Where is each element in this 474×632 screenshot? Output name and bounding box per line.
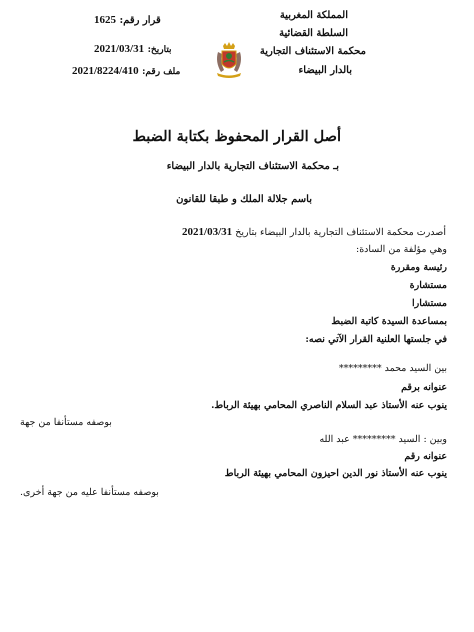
party1-role: بوصفه مستأنفا من جهة: [20, 417, 112, 428]
majesty-line: باسم جلالة الملك و طبقا للقانون: [176, 194, 312, 205]
court-line: بـ محكمة الاستئناف التجارية بالدار البيضاء: [166, 161, 339, 172]
party2-lawyer: ينوب عنه الأستاذ نور الدين احيزون المحامي بهيئة الرباط: [224, 468, 447, 479]
party1-between: بين السيد محمد *********: [338, 363, 447, 374]
decision-date-line: [94, 42, 172, 57]
header-city: بالدار البيضاء: [298, 65, 352, 76]
royal-emblem-icon: [212, 42, 246, 78]
party2-role: بوصفه مستأنفا عليه من جهة أخرى.: [20, 487, 159, 498]
composition-session: في جلستها العلنية القرار الآتي نصه:: [305, 334, 447, 345]
composition-counselor-m: مستشارا: [411, 298, 447, 309]
date-label: بتاريخ:: [147, 45, 172, 55]
decision-number-line: [94, 13, 161, 28]
composition-intro: وهي مؤلفة من السادة:: [356, 244, 447, 255]
decision-date: 2021/03/31: [94, 43, 145, 55]
issued-date: 2021/03/31: [182, 226, 233, 238]
party2-and: وبين : السيد ********* عبد الله: [319, 434, 447, 445]
issued-line: [182, 226, 446, 238]
composition-clerk: بمساعدة السيدة كاتبة الضبط: [331, 316, 447, 327]
decision-label: قرار رقم:: [119, 15, 161, 26]
composition-president: رئيسة ومقررة: [390, 262, 447, 273]
file-label: ملف رقم:: [142, 67, 181, 77]
issued-text: أصدرت محكمة الاستئناف التجارية بالدار البيضاء بتاريخ: [235, 227, 446, 238]
document-title: أصل القرار المحفوظ بكتابة الضبط: [132, 128, 341, 145]
decision-number: 1625: [94, 14, 116, 26]
party1-address: عنوانه برقم: [401, 382, 447, 393]
file-number: 2021/8224/410: [72, 65, 139, 77]
header-court: محكمة الاستئناف التجارية: [259, 46, 366, 57]
party2-address: عنوانه رقم: [404, 451, 447, 462]
composition-counselor-f: مستشارة: [409, 280, 447, 291]
party1-lawyer: ينوب عنه الأستاذ عبد السلام الناصري المحامي بهيئة الرباط.: [211, 400, 447, 411]
header-kingdom: المملكة المغربية: [279, 10, 348, 21]
file-number-line: [72, 64, 180, 79]
header-authority: السلطة القضائية: [279, 28, 348, 39]
